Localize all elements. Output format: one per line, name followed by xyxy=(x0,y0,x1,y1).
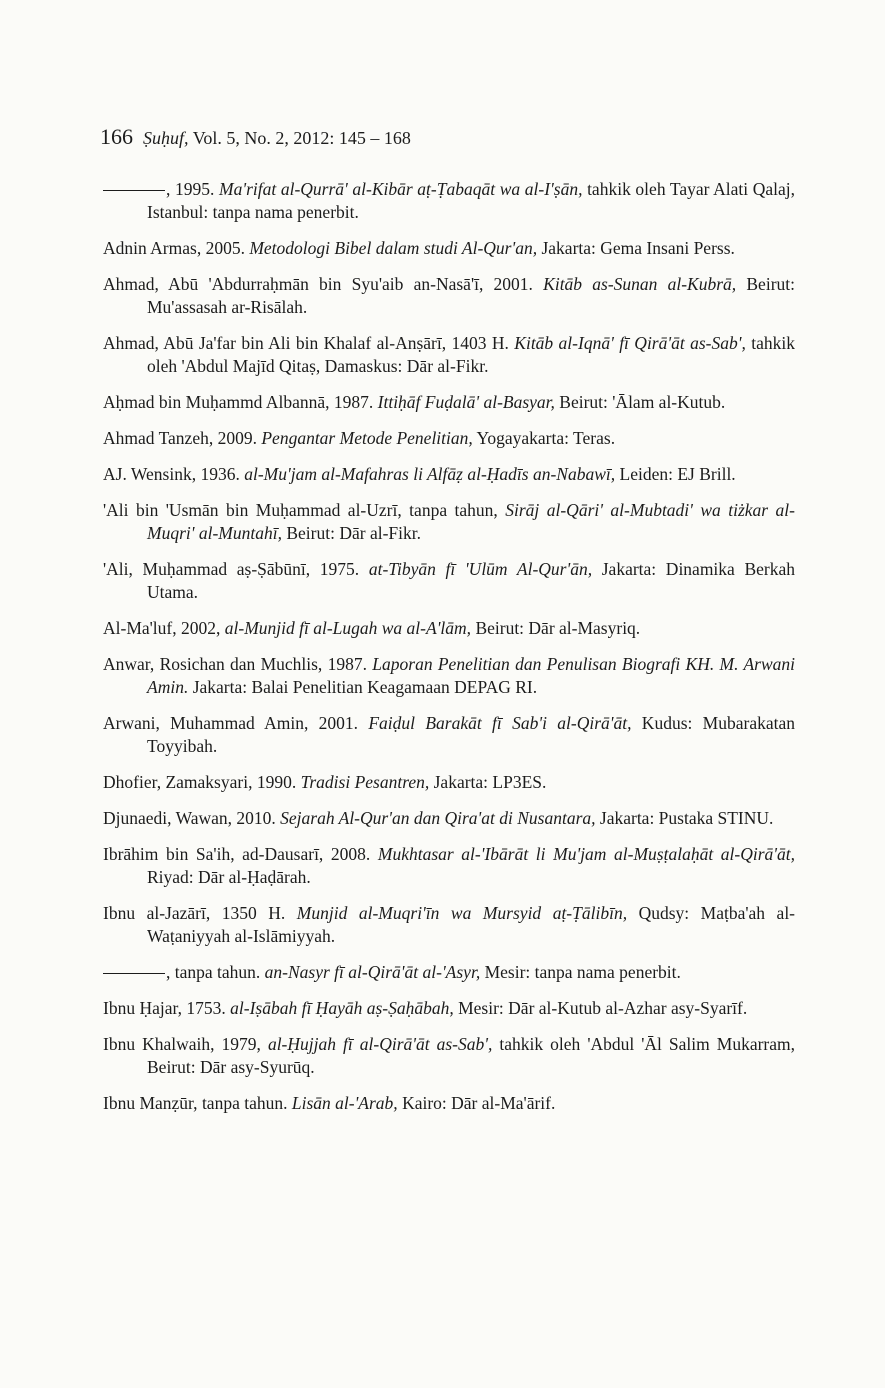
reference-year: 1350 H. xyxy=(210,903,297,923)
reference-year: 2001. xyxy=(483,274,544,294)
reference-title: Faiḍul Barakāt fī Sab'i al-Qirā'āt, xyxy=(368,713,632,733)
reference-author: Adnin Armas, xyxy=(103,238,202,258)
reference-year: 1987. xyxy=(322,654,373,674)
reference-entry xyxy=(103,843,795,889)
reference-author: Dhofier, Zamaksyari, xyxy=(103,772,253,792)
reference-author: Arwani, Muhammad Amin, xyxy=(103,713,309,733)
reference-year: 2005. xyxy=(201,238,250,258)
reference-year: 1936. xyxy=(196,464,245,484)
reference-entry xyxy=(103,332,795,378)
reference-publisher: Jakarta: Gema Insani Perss. xyxy=(537,238,735,258)
reference-author: Aḥmad bin Muḥammd Albannā, xyxy=(103,392,330,412)
reference-publisher: Beirut: Mu'assasah ar-Risālah. xyxy=(147,274,795,317)
reference-publisher: Jakarta: Pustaka STINU. xyxy=(595,808,774,828)
reference-author: Ahmad Tanzeh, xyxy=(103,428,214,448)
reference-year: 2008. xyxy=(323,844,378,864)
repeat-author-dash xyxy=(103,190,165,191)
reference-title: al-Munjid fī al-Lugah wa al-A'lām, xyxy=(224,618,472,638)
reference-publisher: Beirut: Dār al-Masyriq. xyxy=(471,618,641,638)
reference-author: Ibnu Khalwaih, xyxy=(103,1034,215,1054)
reference-entry xyxy=(103,617,795,640)
reference-year: 1975. xyxy=(310,559,369,579)
reference-entry xyxy=(103,463,795,486)
reference-entry xyxy=(103,178,795,224)
reference-year: , tanpa tahun. xyxy=(166,962,265,982)
reference-publisher: tahkik oleh 'Abdul Majīd Qitaṣ, Damaskus: Dār al-Fikr. xyxy=(147,333,795,376)
reference-year: 2002, xyxy=(176,618,225,638)
page-number: 166 xyxy=(100,124,133,149)
reference-publisher: Kudus: Mubarakatan Toyyibah. xyxy=(147,713,795,756)
reference-title: Munjid al-Muqri'īn wa Mursyid aṭ-Ṭālibīn, xyxy=(296,903,628,923)
reference-author: Ibnu Ḥajar, xyxy=(103,998,182,1018)
reference-title: an-Nasyr fī al-Qirā'āt al-'Asyr, xyxy=(264,962,481,982)
reference-title: Lisān al-'Arab, xyxy=(291,1093,398,1113)
reference-entry xyxy=(103,391,795,414)
reference-entry xyxy=(103,771,795,794)
reference-title: Metodologi Bibel dalam studi Al-Qur'an, xyxy=(249,238,538,258)
reference-entry xyxy=(103,902,795,948)
reference-year: , 1995. xyxy=(166,179,219,199)
reference-year: 1979, xyxy=(214,1034,268,1054)
reference-publisher: Beirut: Dār al-Fikr. xyxy=(281,523,421,543)
reference-author: AJ. Wensink, xyxy=(103,464,197,484)
reference-year: 1987. xyxy=(329,392,378,412)
reference-entry xyxy=(103,273,795,319)
reference-entry xyxy=(103,558,795,604)
reference-author: Djunaedi, Wawan, xyxy=(103,808,232,828)
reference-title: at-Tibyān fī 'Ulūm Al-Qur'ān, xyxy=(368,559,593,579)
reference-title: Sejarah Al-Qur'an dan Qira'at di Nusantara, xyxy=(280,808,596,828)
reference-entry xyxy=(103,712,795,758)
reference-publisher: Riyad: Dār al-Ḥaḍārah. xyxy=(147,867,311,887)
reference-title: Ittiḥāf Fuḍalā' al-Basyar, xyxy=(377,392,555,412)
reference-author: Ibnu Manẓūr, xyxy=(103,1093,198,1113)
journal-issue: Vol. 5, No. 2, 2012: 145 – 168 xyxy=(188,128,411,148)
reference-year: 1403 H. xyxy=(446,333,515,353)
reference-year: tanpa tahun. xyxy=(197,1093,292,1113)
reference-author: 'Ali, Muḥammad aṣ-Ṣābūnī, xyxy=(103,559,311,579)
reference-year: 1753. xyxy=(182,998,231,1018)
reference-title: Laporan Penelitian dan Penulisan Biografi KH. M. Arwani Amin. xyxy=(147,654,795,697)
reference-title: Sirāj al-Qāri' al-Mubtadi' wa tiżkar al-Muqri' al-Muntahī, xyxy=(147,500,795,543)
reference-publisher: tahkik oleh 'Abdul 'Āl Salim Mukarram, Beirut: Dār asy-Syurūq. xyxy=(147,1034,796,1077)
reference-entry xyxy=(103,427,795,450)
reference-entry xyxy=(103,653,795,699)
reference-publisher: Jakarta: Dinamika Berkah Utama. xyxy=(147,559,795,602)
reference-title: Ma'rifat al-Qurrā' al-Kibār aṭ-Ṭabaqāt wa al-I'ṣān, xyxy=(219,179,583,199)
reference-author: Anwar, Rosichan dan Muchlis, xyxy=(103,654,323,674)
reference-author: Ahmad, Abū Ja'far bin Ali bin Khalaf al-Anṣārī, xyxy=(103,333,447,353)
reference-entry xyxy=(103,1033,795,1079)
reference-year: 2001. xyxy=(308,713,369,733)
reference-title: al-Mu'jam al-Mafahras li Alfāẓ al-Ḥadīs an-Nabawī, xyxy=(244,464,616,484)
reference-author: 'Ali bin 'Usmān bin Muḥammad al-Uzrī, xyxy=(103,500,402,520)
reference-entry xyxy=(103,997,795,1020)
reference-publisher: Yogayakarta: Teras. xyxy=(472,428,616,448)
reference-publisher: tahkik oleh Tayar Alati Qalaj, Istanbul: tanpa nama penerbit. xyxy=(147,179,795,222)
reference-title: Pengantar Metode Penelitian, xyxy=(261,428,473,448)
reference-entry xyxy=(103,1092,795,1115)
reference-author: Ahmad, Abū 'Abdurraḥmān bin Syu'aib an-Nasā'ī, xyxy=(103,274,484,294)
reference-title: Mukhtasar al-'Ibārāt li Mu'jam al-Muṣṭalaḥāt al-Qirā'āt, xyxy=(377,844,796,864)
reference-publisher: Leiden: EJ Brill. xyxy=(615,464,736,484)
reference-title: Kitāb al-Iqnā' fī Qirā'āt as-Sab', xyxy=(514,333,746,353)
reference-year: 2009. xyxy=(213,428,262,448)
reference-year: 1990. xyxy=(252,772,301,792)
reference-title: al-Ḥujjah fī al-Qirā'āt as-Sab', xyxy=(267,1034,493,1054)
reference-year: tanpa tahun, xyxy=(401,500,506,520)
reference-publisher: Beirut: 'Ālam al-Kutub. xyxy=(554,392,726,412)
reference-title: al-Iṣābah fī Ḥayāh aṣ-Ṣaḥābah, xyxy=(230,998,454,1018)
reference-publisher: Jakarta: Balai Penelitian Keagamaan DEPAG RI. xyxy=(188,677,538,697)
reference-author: Ibrāhim bin Sa'ih, ad-Dausarī, xyxy=(103,844,324,864)
reference-title: Tradisi Pesantren, xyxy=(300,772,430,792)
reference-author: Al-Ma'luf, xyxy=(103,618,177,638)
reference-title: Kitāb as-Sunan al-Kubrā, xyxy=(543,274,737,294)
reference-publisher: Qudsy: Maṭba'ah al-Waṭaniyyah al-Islāmiyyah. xyxy=(147,903,796,946)
reference-publisher: Kairo: Dār al-Ma'ārif. xyxy=(397,1093,556,1113)
reference-publisher: Mesir: Dār al-Kutub al-Azhar asy-Syarīf. xyxy=(453,998,748,1018)
reference-entry xyxy=(103,807,795,830)
reference-author: Ibnu al-Jazārī, xyxy=(103,903,211,923)
reference-publisher: Jakarta: LP3ES. xyxy=(429,772,547,792)
repeat-author-dash xyxy=(103,973,165,974)
reference-year: 2010. xyxy=(232,808,281,828)
reference-entry xyxy=(103,237,795,260)
journal-name: Ṣuḥuf, xyxy=(143,128,189,148)
reference-entry xyxy=(103,499,795,545)
reference-publisher: Mesir: tanpa nama penerbit. xyxy=(480,962,681,982)
reference-entry xyxy=(103,961,795,984)
reference-list xyxy=(103,178,795,1128)
running-header xyxy=(100,124,411,150)
